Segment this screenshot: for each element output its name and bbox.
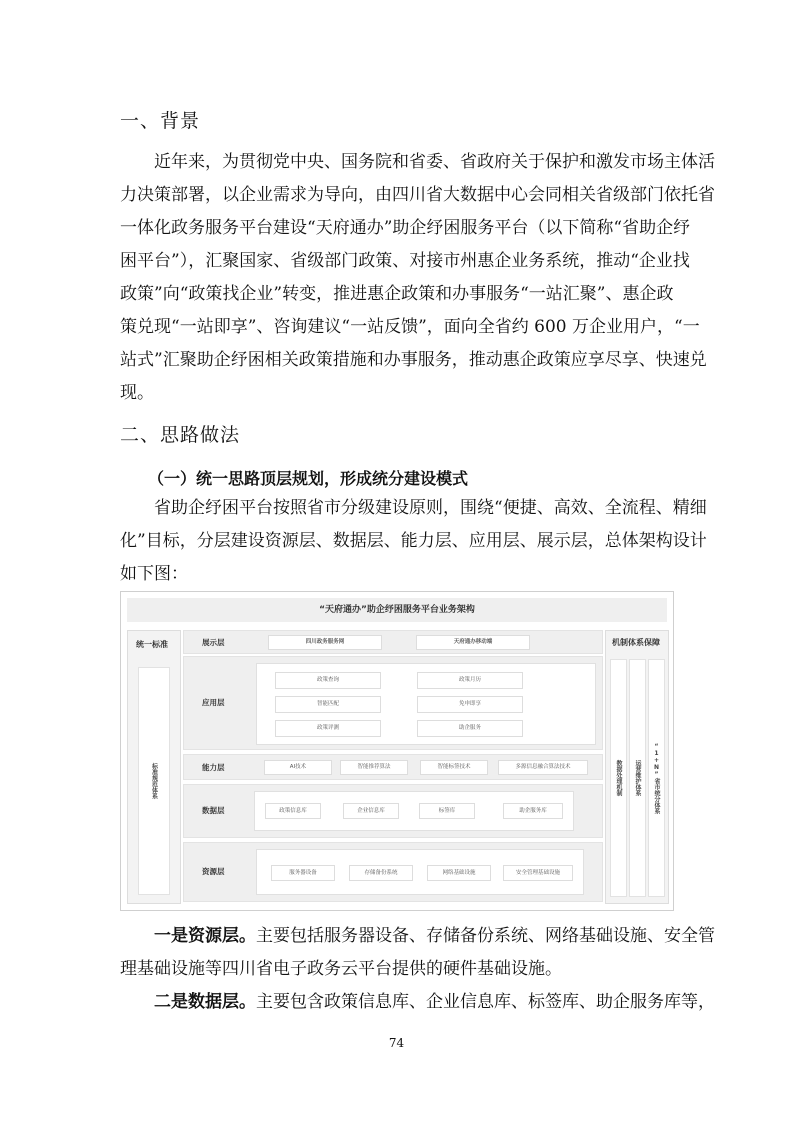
section-heading-background: 一、背景 [120, 110, 201, 132]
paragraph-line: 如下图： [120, 564, 188, 584]
layer-item: 政策查询 [275, 672, 381, 689]
display-layer-label: 展示层 [202, 638, 225, 647]
layer-item: 天府通办移动端 [416, 635, 530, 650]
subsection-heading: （一）统一思路顶层规划，形成统分建设模式 [148, 469, 469, 488]
paragraph-line: 近年来，为贯彻党中央、国务院和省委、省政府关于保护和激发市场主体活 [154, 152, 715, 172]
layer-item: 免申即享 [417, 696, 523, 713]
data-layer [183, 784, 603, 838]
paragraph-line: 理基础设施等四川省电子政务云平台提供的硬件基础设施。 [120, 959, 562, 979]
paragraph-line [120, 920, 715, 953]
display-layer [183, 630, 603, 654]
layer-item: 服务器设备 [271, 865, 335, 881]
paragraph-lead: 一是资源层。 [154, 926, 256, 946]
paragraph-line: 力决策部署，以企业需求为导向，由四川省大数据中心会同相关省级部门依托省 [120, 185, 715, 205]
resource-layer-paragraph [120, 920, 715, 1019]
paragraph-line: 困平台”），汇聚国家、省级部门政策、对接市州惠企业务系统，推动“企业找 [120, 251, 690, 271]
paragraph-lead: 二是数据层。 [154, 992, 256, 1012]
application-layer-label: 应用层 [202, 698, 225, 707]
paragraph-line: 省助企纾困平台按照省市分级建设原则，围绕“便捷、高效、全流程、精细 [154, 498, 707, 518]
capability-layer [183, 754, 603, 780]
capability-layer-label: 能力层 [202, 763, 225, 772]
application-layer [183, 656, 603, 750]
page-number: 74 [388, 1036, 405, 1050]
mechanism-item: 数据处理机制 [610, 659, 627, 897]
standards-column-title: 统一标准 [136, 640, 168, 649]
approach-paragraph [120, 492, 707, 591]
paragraph-line: 一体化政务服务平台建设“天府通办”助企纾困服务平台（以下简称“省助企纾 [120, 218, 691, 238]
architecture-diagram [120, 591, 674, 911]
resource-items-panel [256, 849, 584, 895]
mechanism-column-title: 机制体系保障 [612, 638, 660, 647]
layer-item: AI技术 [264, 760, 332, 775]
standards-column [127, 630, 181, 904]
layer-item: 企业信息库 [343, 803, 399, 819]
standards-system-box: 标准规范体系 [138, 667, 170, 895]
resource-layer [183, 842, 603, 902]
paragraph-line: 现。 [120, 383, 154, 403]
paragraph-line: 政策”向“政策找企业”转变，推进惠企政策和办事服务“一站汇聚”、惠企政 [120, 284, 674, 304]
layer-item: 政策评测 [275, 720, 381, 737]
layer-item: 助企服务 [417, 720, 523, 737]
data-items-panel [254, 791, 574, 831]
paragraph-text: 主要包含政策信息库、企业信息库、标签库、助企服务库等， [256, 992, 715, 1012]
layer-item: 政策月历 [417, 672, 523, 689]
background-paragraph [120, 146, 715, 410]
mechanism-column [605, 630, 669, 904]
paragraph-line: 站式”汇聚助企纾困相关政策措施和办事服务，推动惠企政策应享尽享、快速兑 [120, 350, 707, 370]
layer-item: 网络基础设施 [427, 865, 491, 881]
layer-item: 存储备份系统 [349, 865, 413, 881]
mechanism-item: “1+N”省市统分体系 [648, 659, 665, 897]
layer-item: 助企服务库 [503, 803, 563, 819]
section-heading-approach: 二、思路做法 [120, 424, 241, 446]
layer-item: 安全管理基础设施 [503, 865, 573, 881]
resource-layer-label: 资源层 [202, 867, 225, 876]
paragraph-text: 主要包括服务器设备、存储备份系统、网络基础设施、安全管 [256, 926, 715, 946]
paragraph-line [120, 986, 715, 1019]
mechanism-item: 运营维护体系 [629, 659, 646, 897]
paragraph-line: 化”目标，分层建设资源层、数据层、能力层、应用层、展示层，总体架构设计 [120, 531, 707, 551]
layer-item: 多源信息融合算法技术 [498, 760, 588, 775]
layer-item: 智能标签技术 [420, 760, 488, 775]
application-items-panel [256, 663, 596, 745]
layer-item: 政策信息库 [265, 803, 321, 819]
layer-item: 智能推荐算法 [340, 760, 408, 775]
layer-item: 四川政务服务网 [268, 635, 382, 650]
data-layer-label: 数据层 [202, 806, 225, 815]
diagram-title: “天府通办”助企纾困服务平台业务架构 [127, 598, 667, 622]
paragraph-line: 策兑现“一站即享”、咨询建议“一站反馈”，面向全省约 600 万企业用户，“一 [120, 317, 700, 337]
layer-item: 标签库 [419, 803, 475, 819]
layer-item: 智能匹配 [275, 696, 381, 713]
